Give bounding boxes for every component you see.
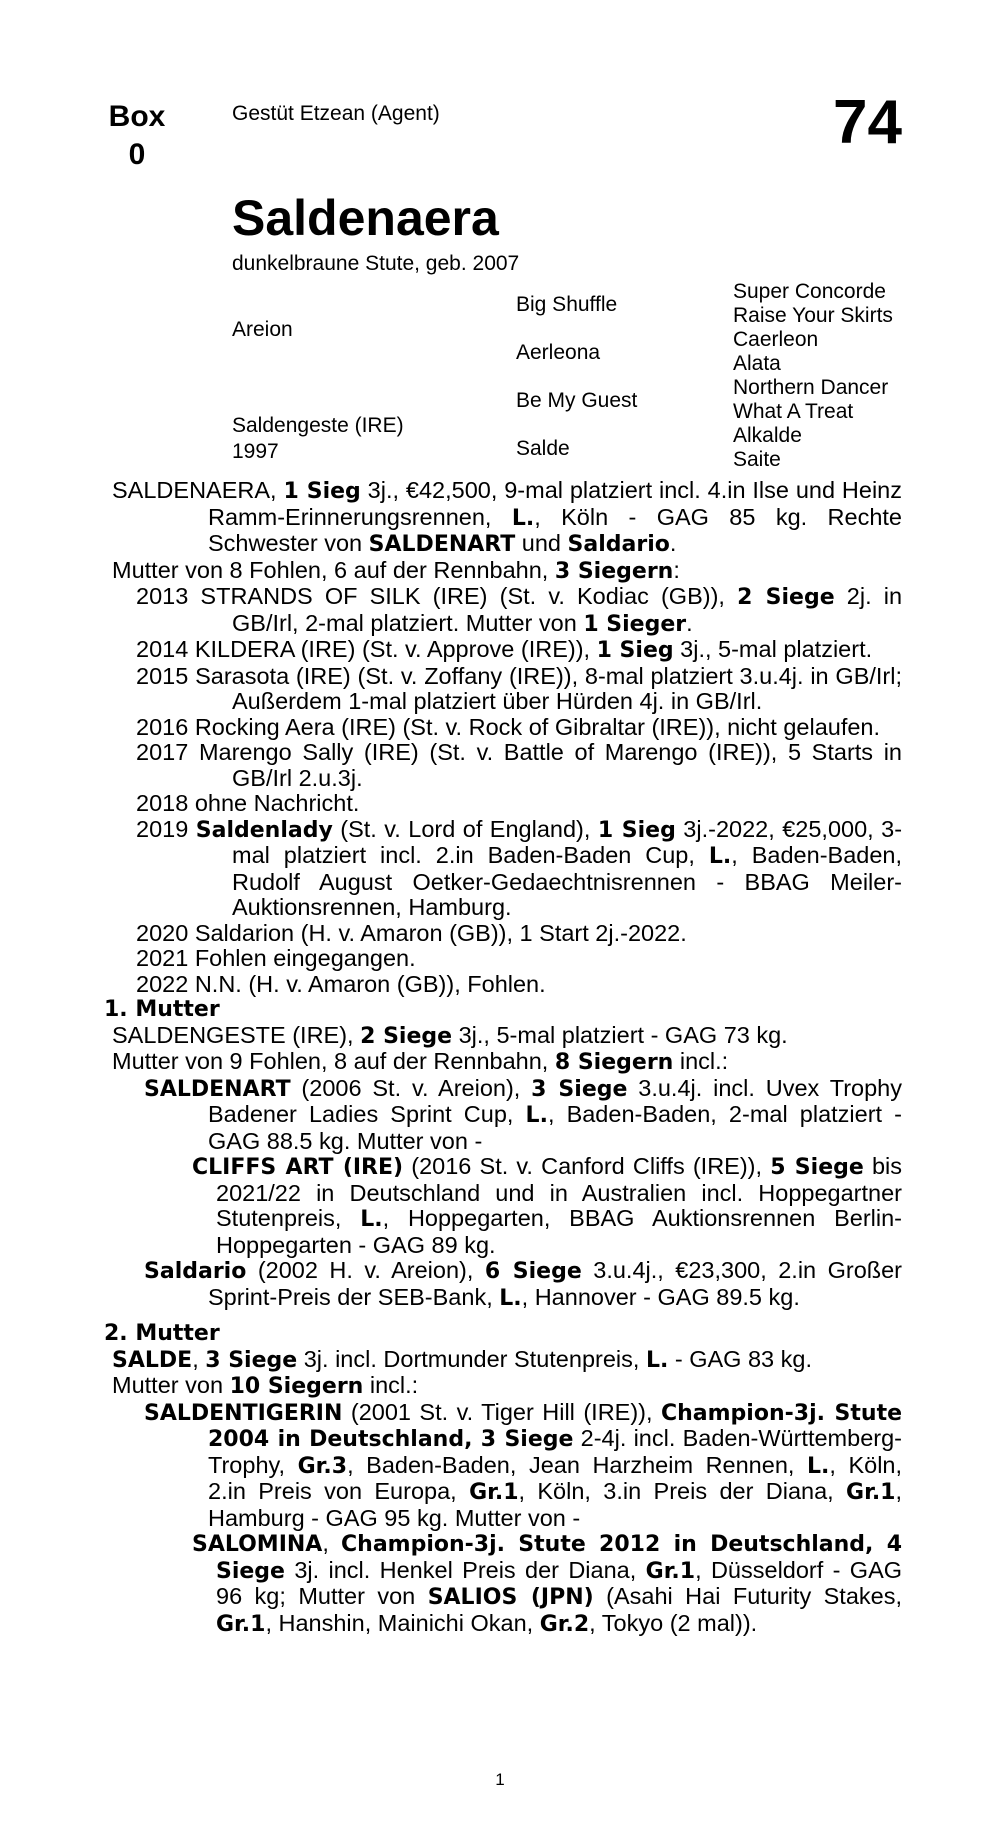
pedigree-dam-year: 1997: [232, 440, 279, 463]
pedigree-dam-sire: Be My Guest: [516, 389, 638, 412]
first-dam-intro: Mutter von 9 Fohlen, 8 auf der Rennbahn, 8 Siegern incl.:: [112, 1048, 729, 1075]
first-dam-heading: 1. Mutter: [104, 997, 220, 1022]
pedigree-sire-sire: Big Shuffle: [516, 293, 618, 316]
second-dam-grandchild-1: SALOMINA, Champion-3j. Stute 2012 in Deutschland, 4 Siege 3j. incl. Henkel Preis der Diana, Gr.1, Düsseldorf - GAG 96 kg; Mutter von SALIOS (JPN) (Asahi Hai Futurity Stakes, Gr.1, Hanshin, Mainichi Okan, Gr.2, Tokyo (2 mal)).: [192, 1530, 903, 1637]
pedigree-gen3-8: Saite: [733, 448, 781, 471]
box-label: [104, 98, 170, 174]
produce-2022: 2022 N.N. (H. v. Amaron (GB)), Fohlen.: [136, 970, 546, 997]
pedigree-dam: Saldengeste (IRE): [232, 414, 404, 437]
lot-number: 74: [833, 88, 902, 157]
first-dam-child-1: SALDENART (2006 St. v. Areion), 3 Siege 3.u.4j. incl. Uvex Trophy Badener Ladies Sprint Cup, L., Baden-Baden, 2-mal platziert - GAG 88.5 kg. Mutter von -: [144, 1074, 903, 1154]
consignor: Gestüt Etzean (Agent): [232, 102, 440, 125]
pedigree-gen3-5: Northern Dancer: [733, 376, 889, 399]
produce-2015: 2015 Sarasota (IRE) (St. v. Zoffany (IRE)), 8-mal platziert 3.u.4j. in GB/Irl; Außerdem 1-mal platziert über Hürden 4j. in GB/Irl.: [136, 662, 902, 714]
produce-2014: 2014 KILDERA (IRE) (St. v. Approve (IRE)), 1 Sieg 3j., 5-mal platziert.: [136, 636, 873, 663]
produce-2019: 2019 Saldenlady (St. v. Lord of England), 1 Sieg 3j.-2022, €25,000, 3-mal platziert incl. 2.in Baden-Baden Cup, L., Baden-Baden, Rudolf August Oetker-Gedaechtnisrennen - BBAG Meiler-Auktionsrennen, Hamburg.: [136, 815, 903, 920]
race-record: SALDENAERA, 1 Sieg 3j., €42,500, 9-mal platziert incl. 4.in Ilse und Heinz Ramm-Erinnerungsrennen, L., Köln - GAG 85 kg. Rechte Schwester von SALDENART und Saldario.: [112, 477, 902, 557]
catalogue-body: [104, 477, 903, 1637]
produce-intro: Mutter von 8 Fohlen, 6 auf der Rennbahn, 3 Siegern:: [112, 556, 680, 584]
second-dam-child-1: SALDENTIGERIN (2001 St. v. Tiger Hill (IRE)), Champion-3j. Stute 2004 in Deutschland, 3 Siege 2-4j. incl. Baden-Württemberg-Trophy, Gr.3, Baden-Baden, Jean Harzheim Rennen, L., Köln, 2.in Preis von Europa, Gr.1, Köln, 3.in Preis der Diana, Gr.1, Hamburg - GAG 95 kg. Mutter von -: [144, 1398, 903, 1531]
produce-2017: 2017 Marengo Sally (IRE) (St. v. Battle of Marengo (IRE)), 5 Starts in GB/Irl 2.u.3j.: [136, 739, 902, 791]
first-dam-record: SALDENGESTE (IRE), 2 Siege 3j., 5-mal platziert - GAG 73 kg.: [112, 1021, 788, 1049]
first-dam-child-2: Saldario (2002 H. v. Areion), 6 Siege 3.u.4j., €23,300, 2.in Großer Sprint-Preis der SEB-Bank, L., Hannover - GAG 89.5 kg.: [144, 1257, 903, 1311]
pedigree-gen3-3: Caerleon: [733, 328, 819, 351]
pedigree-gen3-4: Alata: [733, 352, 781, 375]
page-number: 1: [495, 1770, 505, 1789]
pedigree-sire: Areion: [232, 318, 293, 341]
pedigree-gen3-2: Raise Your Skirts: [733, 304, 893, 327]
pedigree-gen3-6: What A Treat: [733, 400, 854, 423]
box-number: 0: [128, 138, 146, 171]
pedigree-dam-dam: Salde: [516, 437, 570, 460]
first-dam-grandchild-1: CLIFFS ART (IRE) (2016 St. v. Canford Cliffs (IRE)), 5 Siege bis 2021/22 in Deutschland und in Australien incl. Hoppegartner Stutenpreis, L., Hoppegarten, BBAG Auktionsrennen Berlin-Hoppegarten - GAG 89 kg.: [192, 1153, 902, 1258]
second-dam-intro: Mutter von 10 Siegern incl.:: [112, 1372, 419, 1399]
second-dam-record: SALDE, 3 Siege 3j. incl. Dortmunder Stutenpreis, L. - GAG 83 kg.: [112, 1345, 813, 1373]
produce-2013: 2013 STRANDS OF SILK (IRE) (St. v. Kodiac (GB)), 2 Siege 2j. in GB/Irl, 2-mal platziert. Mutter von 1 Sieger.: [136, 583, 903, 637]
pedigree-gen3-1: Super Concorde: [733, 280, 886, 303]
pedigree-sire-dam: Aerleona: [516, 341, 601, 364]
produce-2016: 2016 Rocking Aera (IRE) (St. v. Rock of Gibraltar (IRE)), nicht gelaufen.: [136, 713, 881, 740]
produce-2018: 2018 ohne Nachricht.: [136, 790, 360, 816]
horse-name: Saldenaera: [232, 190, 499, 246]
pedigree-gen3-7: Alkalde: [733, 424, 802, 447]
produce-2021: 2021 Fohlen eingegangen.: [136, 945, 416, 971]
second-dam-heading: 2. Mutter: [104, 1321, 220, 1346]
box-label-text: Box: [108, 100, 166, 133]
produce-2020: 2020 Saldarion (H. v. Amaron (GB)), 1 Start 2j.-2022.: [136, 919, 687, 946]
horse-description: dunkelbraune Stute, geb. 2007: [232, 252, 520, 275]
